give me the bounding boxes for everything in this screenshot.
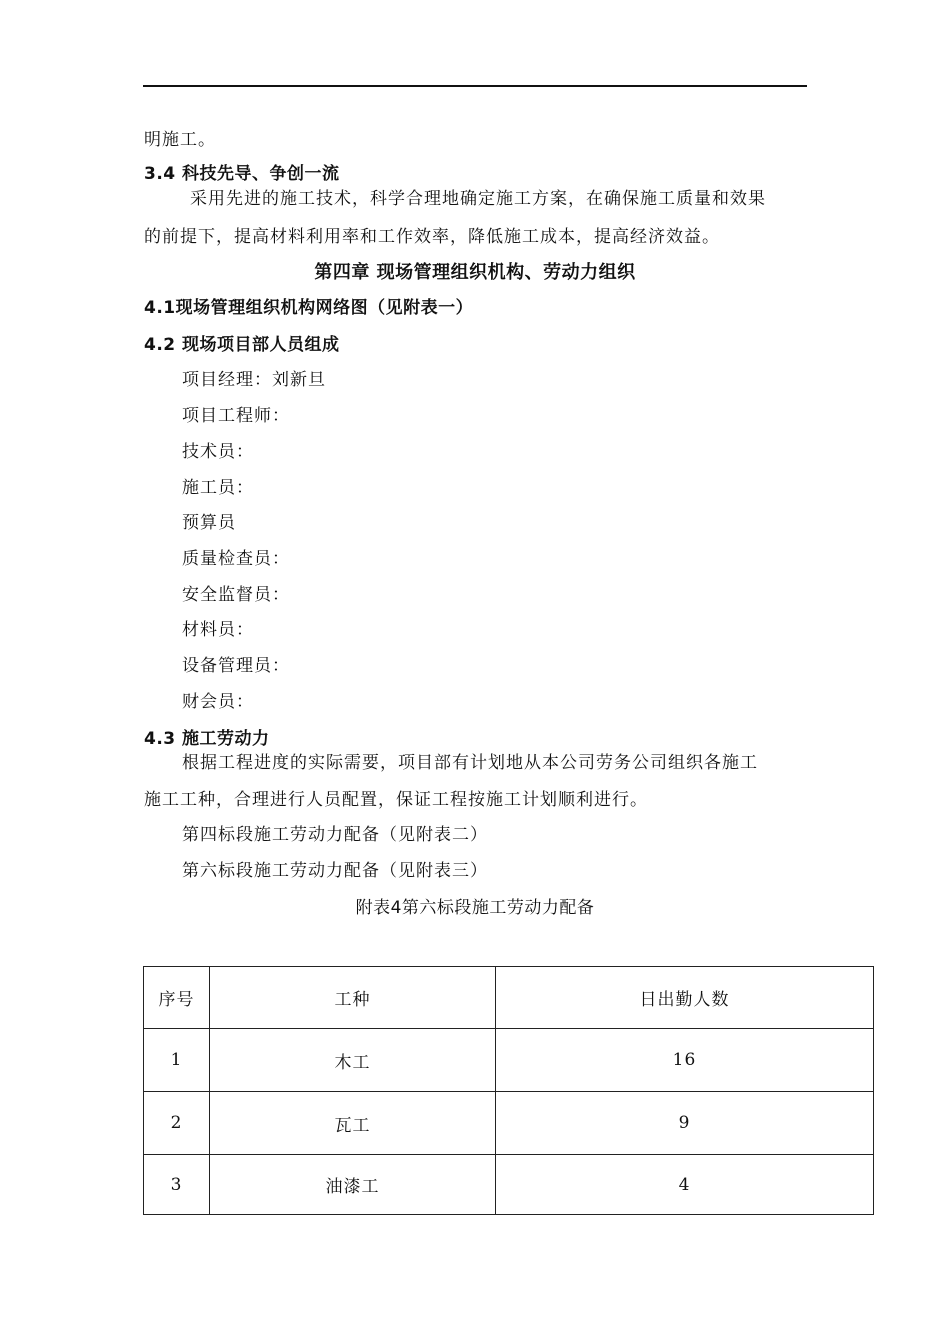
table-row: [144, 1155, 874, 1215]
header-cell-index: 序号: [144, 967, 210, 1029]
table-cell: 油漆工: [210, 1155, 496, 1215]
staff-item: 技术员：: [182, 442, 254, 462]
labor-table: [143, 966, 874, 1215]
section-4-1-heading: 4.1现场管理组织机构网络图（见附表一）: [144, 298, 474, 318]
section-4-3-heading: 4.3 施工劳动力: [144, 729, 270, 749]
table-cell: 木工: [210, 1029, 496, 1092]
staff-item: 施工员：: [182, 478, 254, 498]
staff-item: 项目工程师：: [182, 406, 290, 426]
table-cell: 9: [496, 1092, 874, 1155]
section-4-3-para-line2: 施工工种，合理进行人员配置，保证工程按施工计划顺利进行。: [144, 790, 648, 810]
table-caption: 附表4第六标段施工劳动力配备: [355, 898, 595, 918]
header-cell-daily-headcount: 日出勤人数: [496, 967, 874, 1029]
table-cell: 2: [144, 1092, 210, 1155]
section-4-2-heading: 4.2 现场项目部人员组成: [144, 335, 340, 355]
table-cell: 4: [496, 1155, 874, 1215]
table-cell: 16: [496, 1029, 874, 1092]
staff-item: 质量检查员：: [182, 549, 290, 569]
staff-item: 材料员：: [182, 620, 254, 640]
section-3-4-heading: 3.4 科技先导、争创一流: [144, 164, 340, 184]
table-header-row: [144, 967, 874, 1029]
section-3-4-para-line2: 的前提下，提高材料利用率和工作效率，降低施工成本，提高经济效益。: [144, 227, 720, 247]
chapter-4-title: 第四章 现场管理组织机构、劳动力组织: [314, 262, 636, 283]
header-cell-trade: 工种: [210, 967, 496, 1029]
staff-item: 预算员: [182, 513, 236, 533]
staff-item: 项目经理：刘新旦: [182, 370, 326, 390]
staff-item: 设备管理员：: [182, 656, 290, 676]
table-row: [144, 1092, 874, 1155]
table-row: [144, 1029, 874, 1092]
table-cell: 3: [144, 1155, 210, 1215]
staff-item: 财会员：: [182, 692, 254, 712]
continuation-text: 明施工。: [144, 130, 216, 150]
table-cell: 瓦工: [210, 1092, 496, 1155]
labor-ref-section-6: 第六标段施工劳动力配备（见附表三）: [182, 861, 488, 881]
table-cell: 1: [144, 1029, 210, 1092]
section-3-4-para-line1: 采用先进的施工技术，科学合理地确定施工方案，在确保施工质量和效果: [190, 189, 766, 209]
staff-item: 安全监督员：: [182, 585, 290, 605]
header-rule: [143, 85, 807, 87]
labor-ref-section-4: 第四标段施工劳动力配备（见附表二）: [182, 825, 488, 845]
section-4-3-para-line1: 根据工程进度的实际需要，项目部有计划地从本公司劳务公司组织各施工: [182, 753, 758, 773]
